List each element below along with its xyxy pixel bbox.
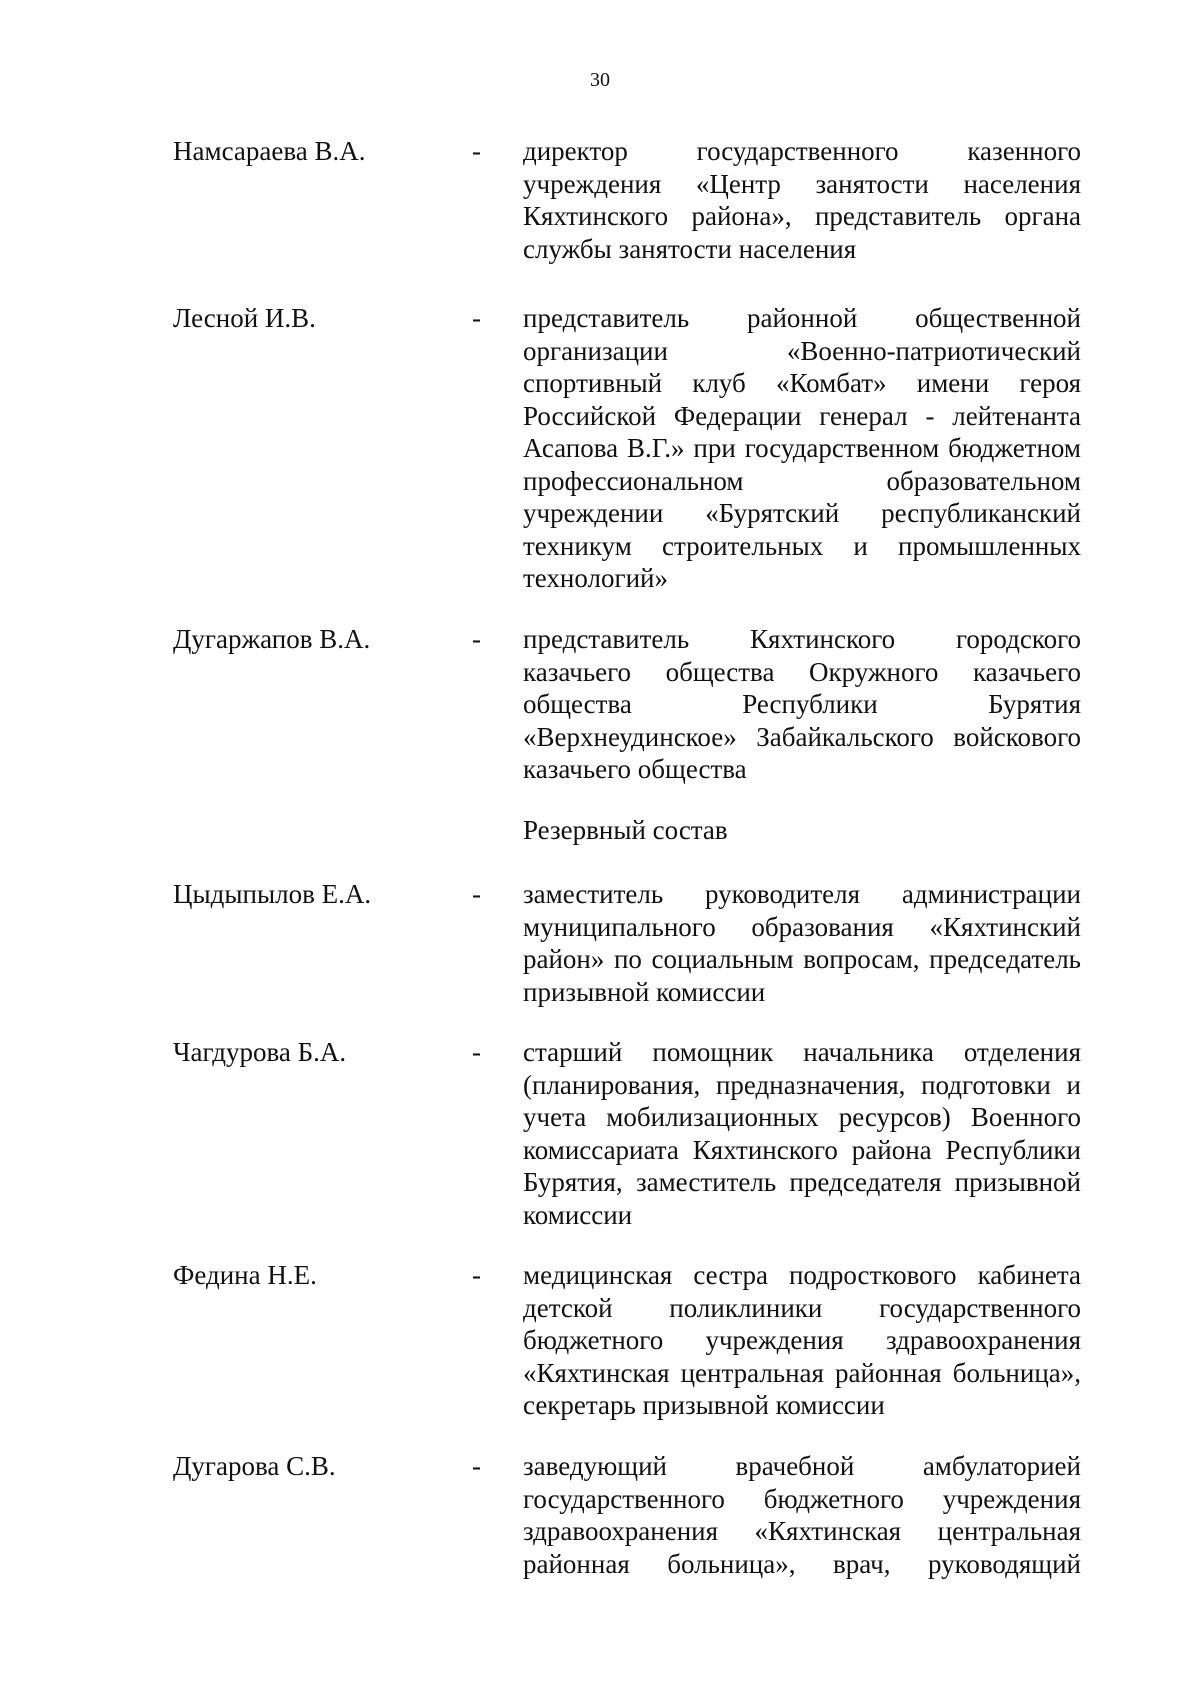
member-description: медицинская сестра подросткового кабинета детской поликлиники государственного бюджетного учреждения здравоохранения «Кяхтинская центральная районная больница», секретарь призывной комиссии [523, 1260, 1081, 1420]
member-dash: - [472, 303, 481, 333]
member-name: Намсараева В.А. [173, 136, 366, 166]
member-name: Федина Н.Е. [173, 1260, 317, 1290]
member-dash: - [472, 1260, 481, 1290]
member-dash: - [472, 879, 481, 909]
member-dash: - [472, 136, 481, 166]
member-name: Лесной И.В. [173, 303, 316, 333]
member-description: директор государственного казенного учреждения «Центр занятости населения Кяхтинского района», представитель органа службы занятости населения [523, 136, 1081, 264]
member-name: Дугаржапов В.А. [173, 624, 371, 654]
member-name: Цыдыпылов Е.А. [173, 879, 372, 909]
member-dash: - [472, 1037, 481, 1067]
member-description: заведующий врачебной амбулаторией государственного бюджетного учреждения здравоохранения «Кяхтинская центральная районная больница», врач, руководящий [523, 1451, 1081, 1579]
member-description: представитель районной общественной организации «Военно-патриотический спортивный клуб «Комбат» имени героя Российской Федерации генерал - лейтенанта Асапова В.Г.» при государственном бюджетном профессиональном образовательном учреждении «Бурятский республиканский техникум строительных и промышленных технологий» [523, 303, 1081, 593]
reserve-heading: Резервный состав [523, 815, 728, 845]
member-description: старший помощник начальника отделения (планирования, предназначения, подготовки и учета мобилизационных ресурсов) Военного комиссариата Кяхтинского района Республики Бурятия, заместитель председателя призывной комиссии [523, 1037, 1081, 1230]
member-name: Дугарова С.В. [173, 1451, 336, 1481]
member-name: Чагдурова Б.А. [173, 1037, 347, 1067]
member-description: представитель Кяхтинского городского казачьего общества Окружного казачьего общества Республики Бурятия «Верхнеудинское» Забайкальского войскового казачьего общества [523, 624, 1081, 784]
page-number: 30 [590, 69, 610, 91]
member-description: заместитель руководителя администрации муниципального образования «Кяхтинский район» по социальным вопросам, председатель призывной комиссии [523, 879, 1081, 1007]
member-dash: - [472, 1451, 481, 1481]
member-dash: - [472, 624, 481, 654]
